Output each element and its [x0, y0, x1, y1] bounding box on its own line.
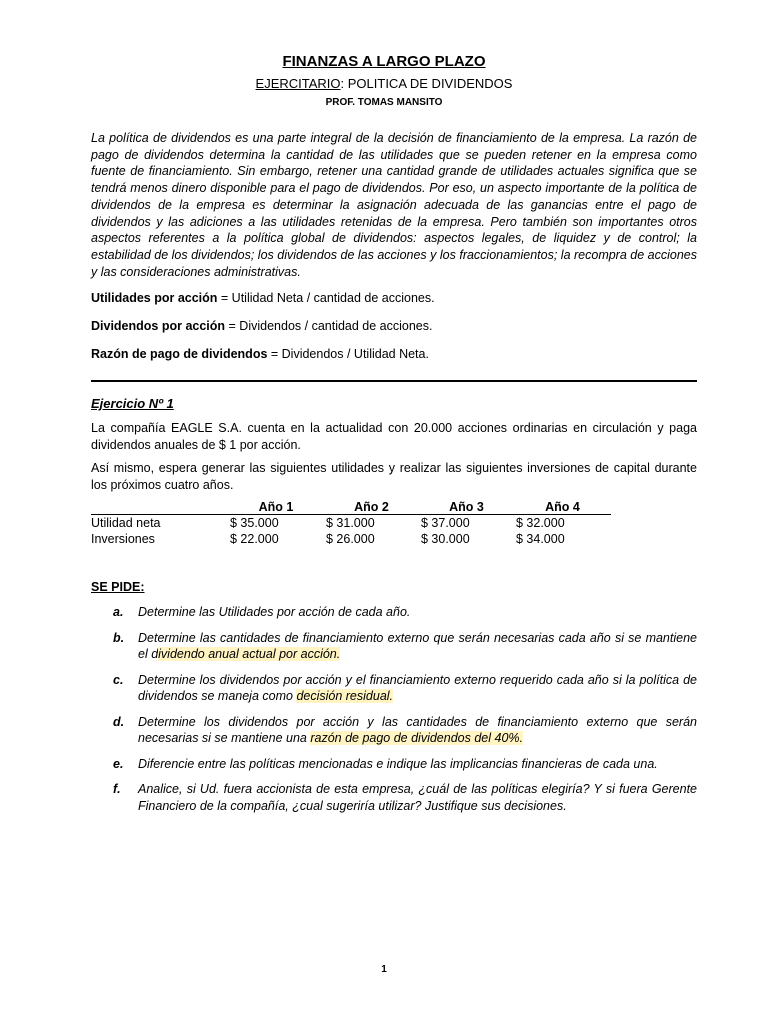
se-pide-heading	[91, 580, 145, 594]
list-item	[91, 756, 697, 773]
table-header-cell: Año 1	[258, 499, 294, 514]
formula-term: Utilidades por acción	[91, 291, 218, 305]
item-text: Determine las cantidades de financiamiento externo que serán necesarias cada año si se mantiene el d	[138, 630, 697, 661]
se-pide-colon: :	[140, 580, 145, 594]
formula-dividendos	[91, 319, 432, 333]
formula-term: Dividendos por acción	[91, 319, 226, 333]
professor-name: PROF. TOMAS MANSITO	[325, 97, 443, 108]
table-cell: $ 32.000	[516, 516, 565, 530]
table-header-cell	[91, 499, 228, 515]
formula-razon	[91, 347, 429, 361]
questions-list	[91, 604, 697, 814]
item-text: Determine las Utilidades por acción de cada año.	[138, 605, 411, 619]
formula-definition: = Dividendos / cantidad de acciones.	[225, 319, 433, 333]
list-item	[91, 604, 697, 621]
table-header-cell: Año 3	[449, 499, 484, 514]
formula-term: Razón de pago de dividendos	[91, 347, 268, 361]
item-highlight: ividendo anual actual por acción.	[158, 647, 341, 661]
table-cell: $ 31.000	[326, 516, 375, 530]
list-item	[91, 672, 697, 705]
subtitle-rest: : POLITICA DE DIVIDENDOS	[340, 76, 513, 91]
document-title: FINANZAS A LARGO PLAZO	[282, 53, 486, 70]
intro-paragraph: La política de dividendos es una parte integral de la decisión de financiamiento de la empresa. La razón de pago de dividendos determina la cantidad de las utilidades que se pueden retener en la empresa como fuente de financiamiento. Sin embargo, retener una cantidad grande de utilidades actuales significa que se tendrá menos dinero disponible para el pago de dividendos. Por eso, un aspecto importante de la política de dividendos de la empresa es determinar la asignación adecuada de las ganancias entre el pago de dividendos y las adiciones a las utilidades retenidas de la empresa. Pero también son importantes otros aspectos referentes a la política global de dividendos: aspectos legales, de liquidez y de control; la estabilidad de los dividendos; los dividendos de las acciones y los fraccionamientos; la recompra de acciones y las consideraciones administrativas.	[91, 131, 697, 279]
table-cell: $ 37.000	[421, 516, 470, 530]
item-label: c.	[113, 672, 124, 687]
item-label: e.	[113, 756, 124, 771]
list-item	[91, 714, 697, 747]
table-cell: $ 22.000	[230, 532, 279, 546]
table-header-row	[91, 499, 611, 515]
financial-table	[91, 499, 611, 547]
table-cell: $ 30.000	[421, 532, 470, 546]
se-pide-label: SE PIDE	[91, 580, 141, 594]
item-text: Determine los dividendos por acción y las cantidades de financiamiento externo que serán necesarias si se mantiene una	[138, 714, 697, 745]
exercise-paragraph-2: Así mismo, espera generar las siguientes utilidades y realizar las siguientes inversiones de capital durante los próximos cuatro años.	[91, 461, 697, 492]
table-header-cell: Año 4	[545, 499, 580, 514]
table-cell: $ 34.000	[516, 532, 565, 546]
item-text: Diferencie entre las políticas mencionadas e indique las implicancias financieras de cada una.	[138, 756, 658, 771]
subtitle-underlined: EJERCITARIO	[255, 76, 341, 91]
page-number: 1	[381, 964, 387, 975]
table-cell: Utilidad neta	[91, 516, 161, 530]
formula-definition: = Dividendos / Utilidad Neta.	[267, 347, 429, 361]
item-highlight: razón de pago de dividendos del 40%.	[310, 731, 523, 745]
item-text: Analice, si Ud. fuera accionista de esta empresa, ¿cuál de las políticas elegiría? Y si fuera Gerente Financiero de la compañía, ¿cual sugeriría utilizar? Justifique sus decisiones.	[138, 782, 697, 813]
table-row	[91, 531, 611, 547]
section-divider	[91, 380, 697, 382]
exercise-paragraph-1: La compañía EAGLE S.A. cuenta en la actualidad con 20.000 acciones ordinarias en circulación y paga dividendos anuales de $ 1 por acción.	[91, 421, 697, 452]
document-subtitle	[0, 76, 768, 91]
item-highlight: decisión residual.	[296, 689, 394, 703]
table-row	[91, 515, 611, 532]
item-label: a.	[113, 605, 124, 619]
exercise-title: Ejercicio Nº 1	[91, 396, 174, 411]
list-item	[91, 781, 697, 814]
item-text: Determine los dividendos por acción y el financiamiento externo requerido cada año si la política de dividendos se maneja como	[138, 672, 697, 703]
table-cell: $ 26.000	[326, 532, 375, 546]
item-label: f.	[113, 782, 121, 796]
table-cell: Inversiones	[91, 532, 155, 546]
item-label: d.	[113, 714, 125, 729]
formula-utilidades	[91, 291, 435, 305]
table-cell: $ 35.000	[230, 516, 279, 530]
formula-definition: = Utilidad Neta / cantidad de acciones.	[217, 291, 435, 305]
table-header-cell: Año 2	[354, 499, 389, 514]
item-label: b.	[113, 630, 125, 645]
list-item	[91, 630, 697, 663]
